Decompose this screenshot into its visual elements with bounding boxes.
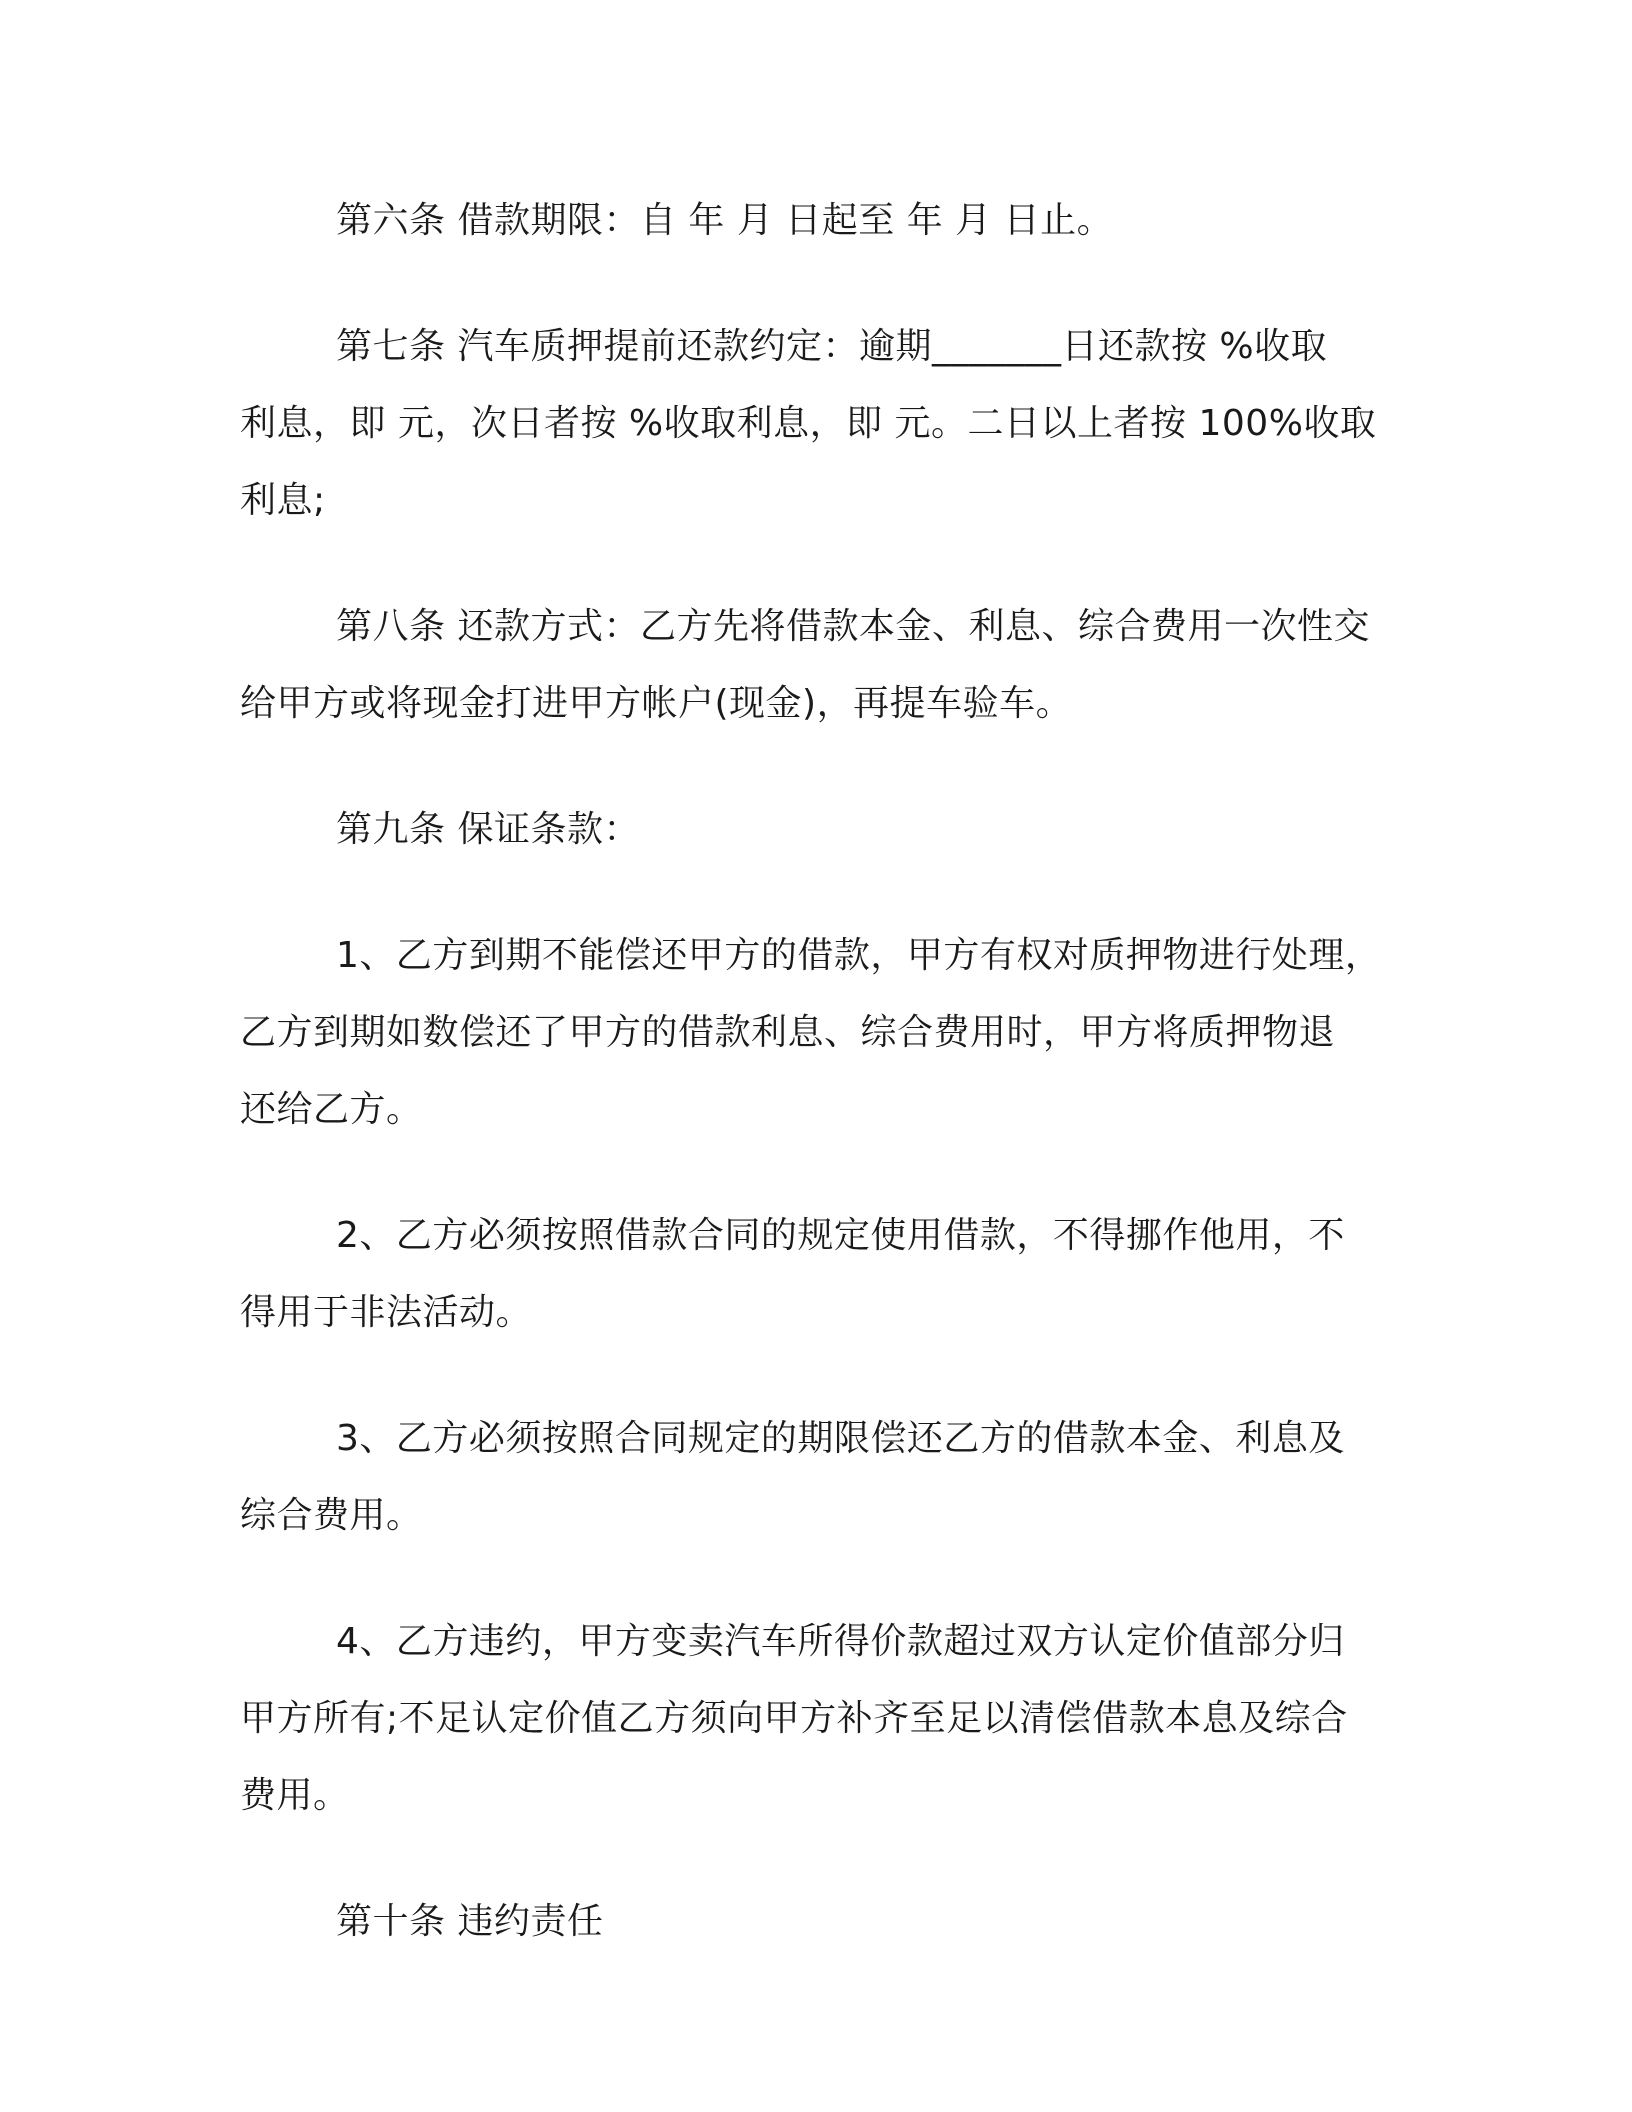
clause-3-paragraph xyxy=(240,1400,1395,1554)
clause-2-paragraph xyxy=(240,1197,1395,1351)
paragraph-line: 1、乙方到期不能偿还甲方的借款，甲方有权对质押物进行处理， xyxy=(336,935,1382,976)
paragraph-line: 2、乙方必须按照借款合同的规定使用借款，不得挪作他用，不 xyxy=(336,1215,1345,1256)
paragraph-line: 3、乙方必须按照合同规定的期限偿还乙方的借款本金、利息及 xyxy=(336,1418,1345,1459)
article-8-paragraph xyxy=(240,588,1395,742)
article-10-heading xyxy=(240,1883,1395,1960)
article-9-heading xyxy=(240,791,1395,868)
clause-1-paragraph xyxy=(240,917,1395,1148)
paragraph-line: 还给乙方。 xyxy=(240,1089,423,1130)
paragraph-line: 利息，即 元，次日者按 %收取利息，即 元。二日以上者按 100%收取 xyxy=(240,403,1377,444)
paragraph-line: 费用。 xyxy=(240,1775,350,1816)
paragraph-line: 给甲方或将现金打进甲方帐户(现金)，再提车验车。 xyxy=(240,683,1073,724)
article-7-paragraph xyxy=(240,308,1395,539)
article-6-paragraph xyxy=(240,182,1395,259)
document-page xyxy=(240,182,1395,2009)
paragraph-line: 第七条 汽车质押提前还款约定：逾期_______日还款按 %收取 xyxy=(336,326,1328,367)
paragraph-line: 甲方所有;不足认定价值乙方须向甲方补齐至足以清偿借款本息及综合 xyxy=(240,1698,1348,1739)
paragraph-line: 第六条 借款期限：自 年 月 日起至 年 月 日止。 xyxy=(336,200,1114,241)
paragraph-line: 第八条 还款方式：乙方先将借款本金、利息、综合费用一次性交 xyxy=(336,606,1370,647)
paragraph-line: 得用于非法活动。 xyxy=(240,1292,533,1333)
paragraph-line: 综合费用。 xyxy=(240,1495,423,1536)
paragraph-line: 乙方到期如数偿还了甲方的借款利息、综合费用时，甲方将质押物退 xyxy=(240,1012,1336,1053)
paragraph-line: 第九条 保证条款： xyxy=(336,809,640,850)
paragraph-line: 第十条 违约责任 xyxy=(336,1901,604,1942)
paragraph-line: 4、乙方违约，甲方变卖汽车所得价款超过双方认定价值部分归 xyxy=(336,1621,1345,1662)
clause-4-paragraph xyxy=(240,1603,1395,1834)
paragraph-line: 利息; xyxy=(240,480,326,521)
